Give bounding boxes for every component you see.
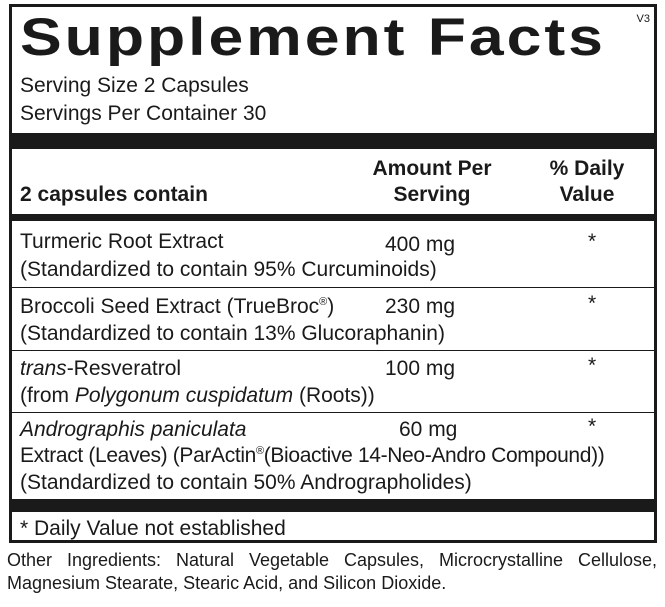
ingredient-name: Broccoli Seed Extract (TrueBroc®): [20, 295, 335, 318]
thick-divider-top: [12, 133, 654, 149]
daily-value-footnote: * Daily Value not established: [20, 517, 286, 540]
ingredient-dv: *: [588, 415, 597, 438]
ingredient-amount: 400 mg: [385, 233, 456, 256]
ingredient-name: trans-Resveratrol: [20, 357, 182, 380]
ingredient-name: Andrographis paniculata: [20, 418, 247, 441]
header-dv-line2: Value: [559, 183, 615, 206]
header-amount: [352, 158, 512, 205]
version-label: V3: [636, 13, 650, 25]
row-divider: [12, 287, 654, 288]
ingredient-detail: Extract (Leaves) (ParActin®(Bioactive 14-Neo-Andro Compound)): [20, 444, 605, 467]
ingredient-dv: *: [588, 230, 597, 253]
ingredient-detail-2: (Standardized to contain 50% Andrographolides): [20, 471, 472, 494]
panel-title: Supplement Facts: [20, 8, 606, 67]
medium-divider: [12, 214, 654, 221]
ingredient-detail: (from Polygonum cuspidatum (Roots)): [20, 384, 375, 407]
header-dv-line1: % Daily: [549, 157, 625, 180]
row-divider: [12, 412, 654, 413]
row-divider: [12, 350, 654, 351]
ingredient-detail: (Standardized to contain 13% Glucoraphanin): [20, 322, 445, 345]
thick-divider-bottom: [12, 499, 654, 512]
servings-per-container: Servings Per Container 30: [20, 102, 267, 125]
serving-size: Serving Size 2 Capsules: [20, 74, 249, 97]
other-ingredients: Other Ingredients: Natural Vegetable Capsules, Microcrystalline Cellulose, Magnesium Stearate, Stearic Acid, and Silicon Dioxide.: [7, 550, 657, 594]
header-daily-value: [522, 158, 652, 205]
ingredient-name: Turmeric Root Extract: [20, 230, 224, 253]
header-contains: 2 capsules contain: [20, 183, 208, 206]
ingredient-detail: (Standardized to contain 95% Curcuminoids): [20, 258, 437, 281]
ingredient-amount: 60 mg: [399, 418, 458, 441]
ingredient-dv: *: [588, 292, 597, 315]
ingredient-amount: 230 mg: [385, 295, 456, 318]
header-amount-line1: Amount Per: [372, 157, 492, 180]
ingredient-dv: *: [588, 354, 597, 377]
header-amount-line2: Serving: [393, 183, 471, 206]
supplement-facts-panel: [9, 4, 657, 543]
ingredient-amount: 100 mg: [385, 357, 456, 380]
